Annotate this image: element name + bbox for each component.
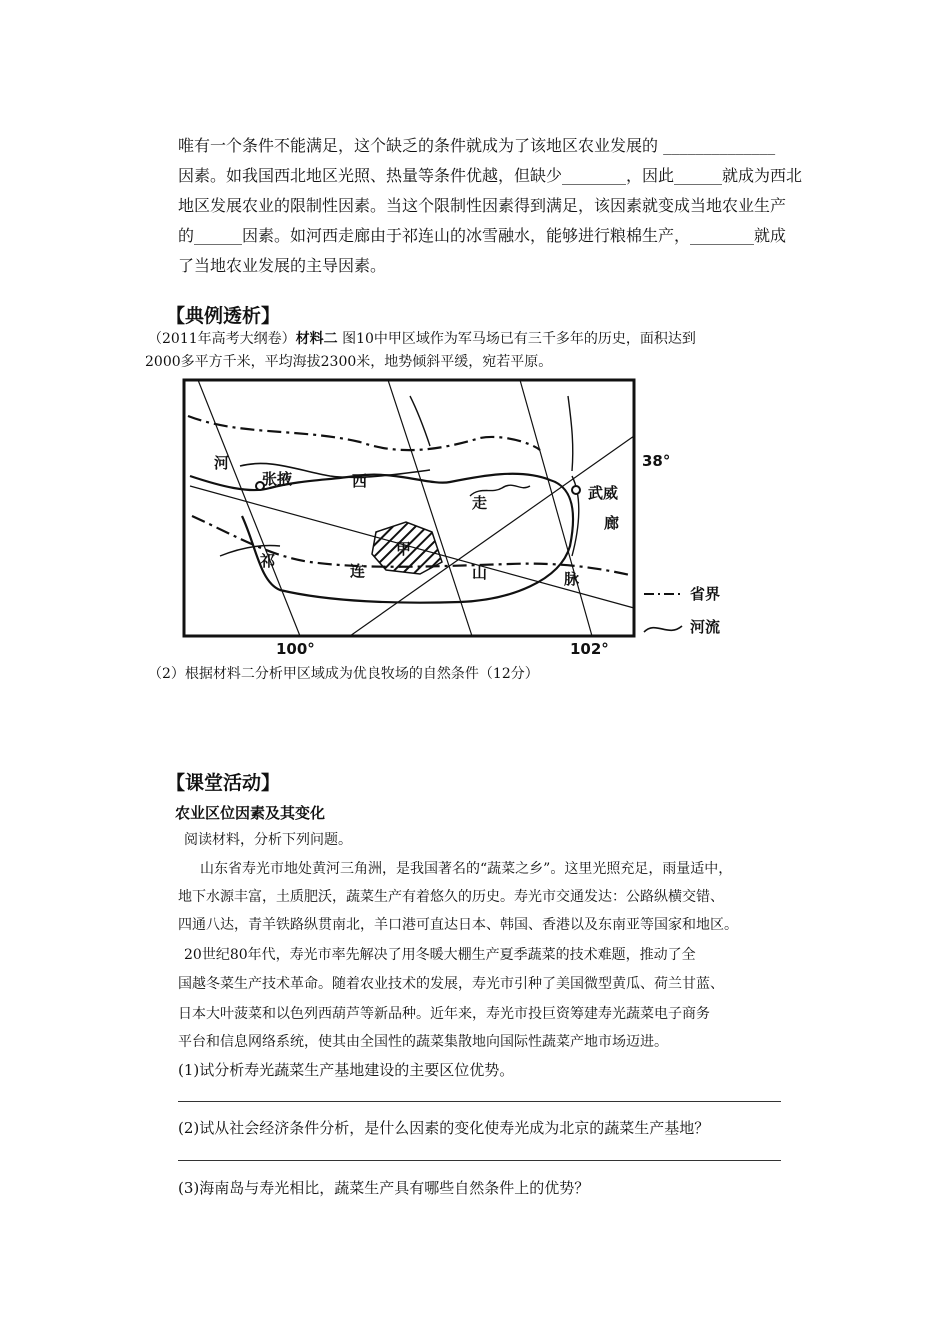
intro-line-3: 地区发展农业的限制性因素。当这个限制性因素得到满足，该因素就变成当地农业生产 [178,196,787,215]
region-jia-label: 甲 [396,540,412,558]
activity-subtitle: 农业区位因素及其变化 [175,804,326,822]
para2-line-4: 平台和信息网络系统，使其由全国性的蔬菜集散地向国际性蔬菜产地市场迈进。 [178,1034,668,1050]
para2-line-1: 20世纪80年代，寿光市率先解决了用冬暖大棚生产夏季蔬菜的技术难题，推动了全 [184,947,696,963]
city-zhangye-label: 张掖 [262,470,293,488]
para2-line-2: 国越冬菜生产技术革命。随着农业技术的发展，寿光市引种了美国微型黄瓜、荷兰甘蓝、 [178,976,724,992]
map-frame [184,380,634,636]
question-2: (2)试从社会经济条件分析，是什么因素的变化使寿光成为北京的蔬菜生产基地？ [178,1119,710,1137]
qilian-char-2: 连 [350,562,366,580]
legend-river-symbol [644,626,682,632]
para1-line-1: 山东省寿光市地处黄河三角洲，是我国著名的“蔬菜之乡”。这里光照充足，雨量适中， [200,861,733,877]
intro-line-4: 的______因素。如河西走廊由于祁连山的冰雪融水，能够进行粮棉生产，________就成 [178,226,787,245]
activity-instruction: 阅读材料，分析下列问题。 [184,832,352,848]
legend-river-label: 河流 [690,618,721,636]
city-wuwei-marker [572,486,580,494]
hexi-char-1: 河 [214,454,230,472]
qilian-char-1: 祁 [260,552,276,570]
activity-heading: 【课堂活动】 [166,772,281,794]
example-heading: 【典例透析】 [166,305,281,327]
example-source-line-1 [148,329,696,349]
example-question: （2）根据材料二分析甲区域成为优良牧场的自然条件（12分） [148,666,539,682]
source-prefix: （2011年高考大纲卷） [148,331,296,347]
question-1: (1)试分析寿光蔬菜生产基地建设的主要区位优势。 [178,1061,515,1079]
lat-label: 38° [642,452,671,470]
hexi-char-4: 廊 [604,514,620,532]
lon-right-label: 102° [570,640,609,658]
question-3: (3)海南岛与寿光相比，蔬菜生产具有哪些自然条件上的优势？ [178,1179,590,1197]
legend-border-label: 省界 [690,585,721,603]
example-source-line-2: 2000多平方千米，平均海拔2300米，地势倾斜平缓，宛若平原。 [145,354,553,370]
qilian-char-3: 山 [472,564,488,582]
city-wuwei-label: 武威 [588,484,619,502]
hexi-char-3: 走 [472,494,488,512]
intro-line-5: 了当地农业发展的主导因素。 [178,256,387,275]
intro-line-1: 唯有一个条件不能满足，这个缺乏的条件就成为了该地区农业发展的 ______________ [178,136,776,155]
hexi-corridor-map [180,376,760,660]
para1-line-3: 四通八达，青羊铁路纵贯南北，羊口港可直达日本、韩国、香港以及东南亚等国家和地区。 [178,917,738,933]
para2-line-3: 日本大叶菠菜和以色列西葫芦等新品种。近年来，寿光市投巨资筹建寿光蔬菜电子商务 [178,1006,710,1022]
lon-left-label: 100° [276,640,315,658]
answer-line-1[interactable] [178,1101,781,1102]
answer-line-2[interactable] [178,1160,781,1161]
qilian-char-4: 脉 [564,570,580,588]
intro-line-2: 因素。如我国西北地区光照、热量等条件优越，但缺少________，因此______就成为西北 [178,166,803,185]
para1-line-2: 地下水源丰富，土质肥沃，蔬菜生产有着悠久的历史。寿光市交通发达：公路纵横交错、 [178,889,724,905]
source-rest: 图10中甲区域作为军马场已有三千多年的历史，面积达到 [337,331,696,347]
source-bold: 材料二 [295,331,338,347]
hexi-char-2: 西 [352,472,368,490]
